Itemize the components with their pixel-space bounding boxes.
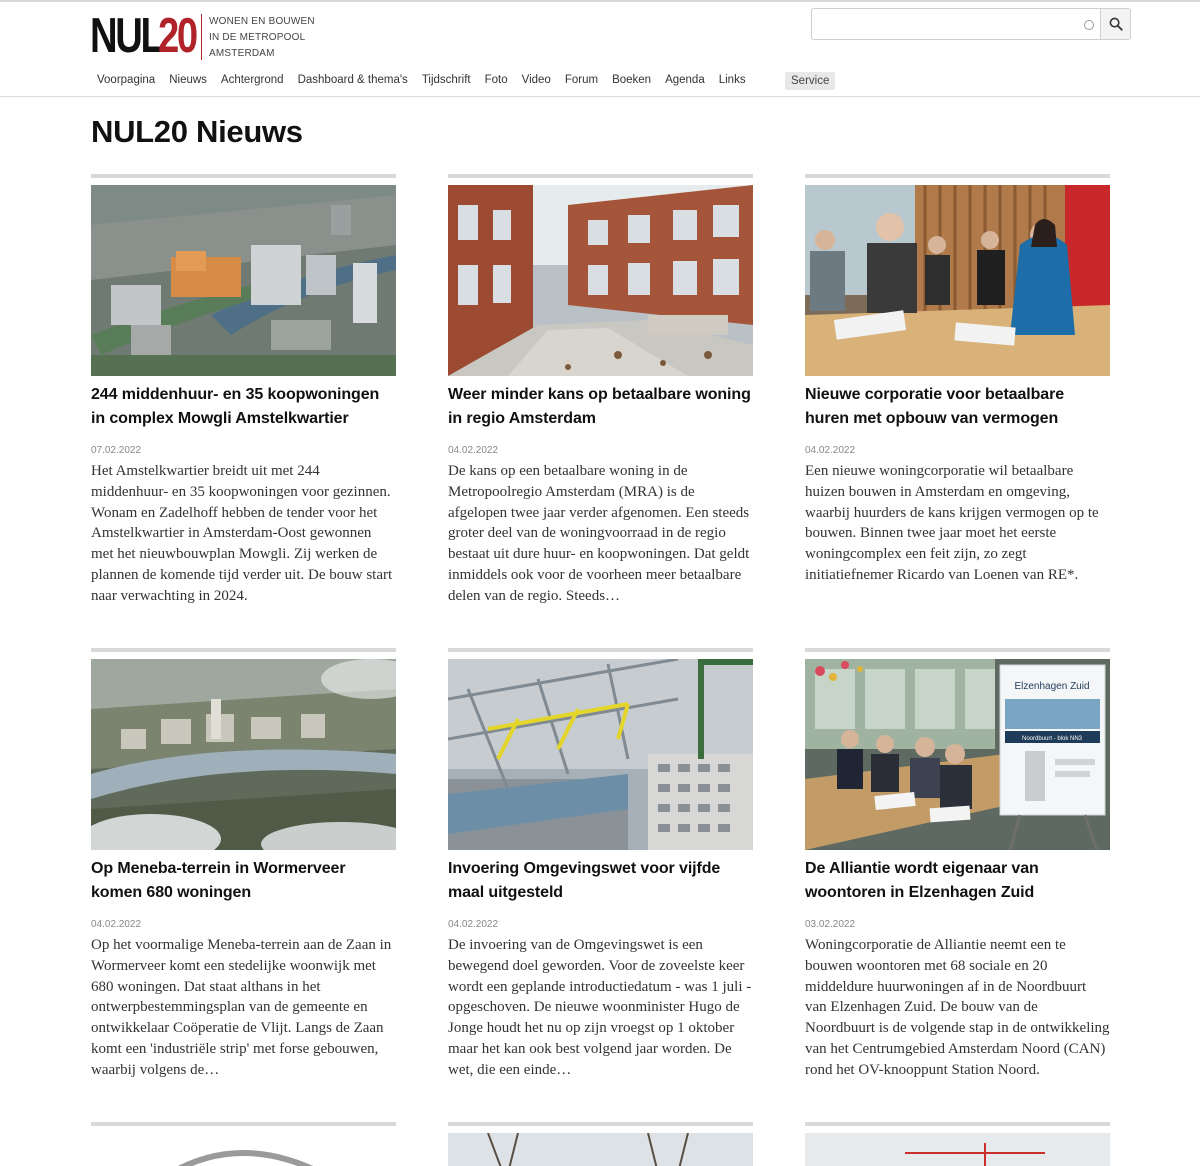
article-title[interactable]: 244 middenhuur- en 35 koopwoningen in complex Mowgli Amstelkwartier [91, 386, 380, 427]
article-date: 04.02.2022 [448, 445, 499, 456]
article-card [91, 174, 396, 607]
site-logo[interactable] [90, 9, 202, 63]
article-title[interactable]: Nieuwe corporatie voor betaalbare huren met opbouw van vermogen [805, 386, 1065, 427]
nav-item-video[interactable]: Video [521, 74, 551, 86]
card-top-bar [91, 174, 396, 178]
article-summary: Een nieuwe woningcorporatie wil betaalbare huizen bouwen in Amsterdam en omgeving, waarbij huurders de kans krijgen vermogen op te bouwen. Binnen twee jaar moet het eerste woningcomplex een feit zijn, zo zegt initiatiefnemer Ricardo van Loenen van RE*. [805, 463, 1099, 583]
tagline-line: IN DE METROPOOL [209, 32, 306, 43]
article-card [448, 1122, 753, 1166]
nav-item-links[interactable]: Links [718, 74, 746, 86]
article-date: 07.02.2022 [91, 445, 142, 456]
logo-20-text: 20 [158, 9, 196, 63]
article-date: 04.02.2022 [91, 919, 142, 930]
nav-item-tijdschrift[interactable]: Tijdschrift [421, 74, 471, 86]
card-top-bar [805, 174, 1110, 178]
nav-item-foto[interactable]: Foto [484, 74, 508, 86]
article-date: 03.02.2022 [805, 919, 856, 930]
article-photo [91, 1133, 396, 1166]
nav-item-forum[interactable]: Forum [564, 74, 599, 86]
logo-divider [201, 14, 202, 60]
article-card [448, 648, 753, 1081]
article-card [805, 1122, 1110, 1166]
clear-search-icon[interactable] [1084, 20, 1094, 30]
article-image[interactable] [448, 1133, 753, 1166]
nav-item-voorpagina[interactable]: Voorpagina [97, 74, 156, 86]
nav-item-dashboard[interactable]: Dashboard & thema's [297, 74, 408, 86]
article-image[interactable] [91, 185, 396, 376]
nav-item-agenda[interactable]: Agenda [665, 74, 705, 86]
nav-item-nieuws[interactable]: Nieuws [169, 74, 207, 86]
nav-item-achtergrond[interactable]: Achtergrond [220, 74, 284, 86]
nav-item-boeken[interactable]: Boeken [612, 74, 652, 86]
article-title[interactable]: Op Meneba-terrein in Wormerveer komen 680 woningen [91, 860, 346, 901]
card-top-bar [91, 1122, 396, 1126]
site-tagline [209, 14, 315, 62]
site-header [0, 2, 1200, 97]
article-title[interactable]: De Alliantie wordt eigenaar van woontoren in Elzenhagen Zuid [805, 860, 1039, 901]
aerial-river-render [91, 659, 396, 850]
search-button[interactable] [1100, 8, 1131, 40]
article-title[interactable]: Weer minder kans op betaalbare woning in regio Amsterdam [448, 386, 751, 427]
signing-meeting-photo [805, 185, 1110, 376]
card-top-bar [448, 648, 753, 652]
article-photo [448, 1133, 753, 1166]
construction-crane-photo [448, 659, 753, 850]
article-photo [805, 1133, 1110, 1166]
logo-nul-text: NUL [90, 9, 162, 63]
article-card [91, 648, 396, 1081]
poster-title: Elzenhagen Zuid [1014, 681, 1090, 692]
article-date: 04.02.2022 [805, 445, 856, 456]
poster-subtitle: Noordbuurt - blok NN3 [1021, 736, 1083, 742]
search-icon [1109, 17, 1123, 31]
article-summary: Woningcorporatie de Alliantie neemt een te bouwen woontoren met 68 sociale en 20 middeldure huurwoningen af in de Noordbuurt van Elzenhagen Zuid. De bouw van de Noordbuurt is de volgende stap in de ontwikkeling van het Centrumgebied Amsterdam Noord (CAN) rond het OV-knooppunt Station Noord. [805, 937, 1110, 1078]
article-summary: De invoering van de Omgevingswet is een bewegend doel geworden. Voor de zoveelste keer wordt een geplande introductiedatum - was 1 juli - opgeschoven. De nieuwe woonminister Hugo de Jonge houdt het nu op zijn vroegst op 1 oktober maar het kan ook best volgend jaar worden. De wet, die een einde… [448, 937, 752, 1078]
article-card [805, 174, 1110, 586]
tagline-line: AMSTERDAM [209, 48, 275, 59]
card-top-bar [91, 648, 396, 652]
article-date: 04.02.2022 [448, 919, 499, 930]
article-summary: Op het voormalige Meneba-terrein aan de Zaan in Wormerveer komt een stedelijke woonwijk met 680 woningen. Dat staat althans in het ontwerpbestemmingsplan van de gemeente en ontwikkelaar Coöperatie de Vlijt. Langs de Zaan komt een 'industriële strip' met forse gebouwen, waarbij volgens de… [91, 937, 392, 1078]
article-image[interactable] [448, 659, 753, 850]
card-top-bar [805, 648, 1110, 652]
article-summary: De kans op een betaalbare woning in de Metropoolregio Amsterdam (MRA) is de afgelopen twee jaar verder afgenomen. Een steeds groter deel van de woningvoorraad in de regio bestaat uit dure huur- en koopwoningen. Dat geldt inmiddels ook voor de voorheen meer betaalbare delen van de regio. Steeds… [448, 463, 750, 604]
tagline-line: WONEN EN BOUWEN [209, 16, 315, 27]
main-nav [90, 70, 753, 90]
service-button[interactable]: Service [785, 72, 835, 90]
article-summary: Het Amstelkwartier breidt uit met 244 middenhuur- en 35 koopwoningen voor gezinnen. Wonam en Zadelhoff hebben de tender voor het Amstelkwartier in Amsterdam-Oost gewonnen met het nieuwbouwplan Mowgli. Zij werken de plannen de komende tijd verder uit. De bouw start naar verwachting in 2024. [91, 463, 393, 604]
article-image[interactable] [805, 659, 1110, 850]
card-top-bar [448, 1122, 753, 1126]
article-image[interactable] [805, 185, 1110, 376]
card-top-bar [448, 174, 753, 178]
search-input[interactable] [811, 8, 1101, 40]
article-title[interactable]: Invoering Omgevingswet voor vijfde maal uitgesteld [448, 860, 721, 901]
aerial-city-photo [91, 185, 396, 376]
article-card [448, 174, 753, 607]
article-image[interactable] [448, 185, 753, 376]
page-title: NUL20 Nieuws [91, 114, 303, 149]
article-image[interactable] [805, 1133, 1110, 1166]
signing-ceremony-photo [805, 659, 1110, 850]
article-image[interactable] [91, 1133, 396, 1166]
card-top-bar [805, 1122, 1110, 1126]
article-image[interactable] [91, 659, 396, 850]
article-card [91, 1122, 396, 1166]
brick-houses-street-photo [448, 185, 753, 376]
article-card [805, 648, 1110, 1081]
